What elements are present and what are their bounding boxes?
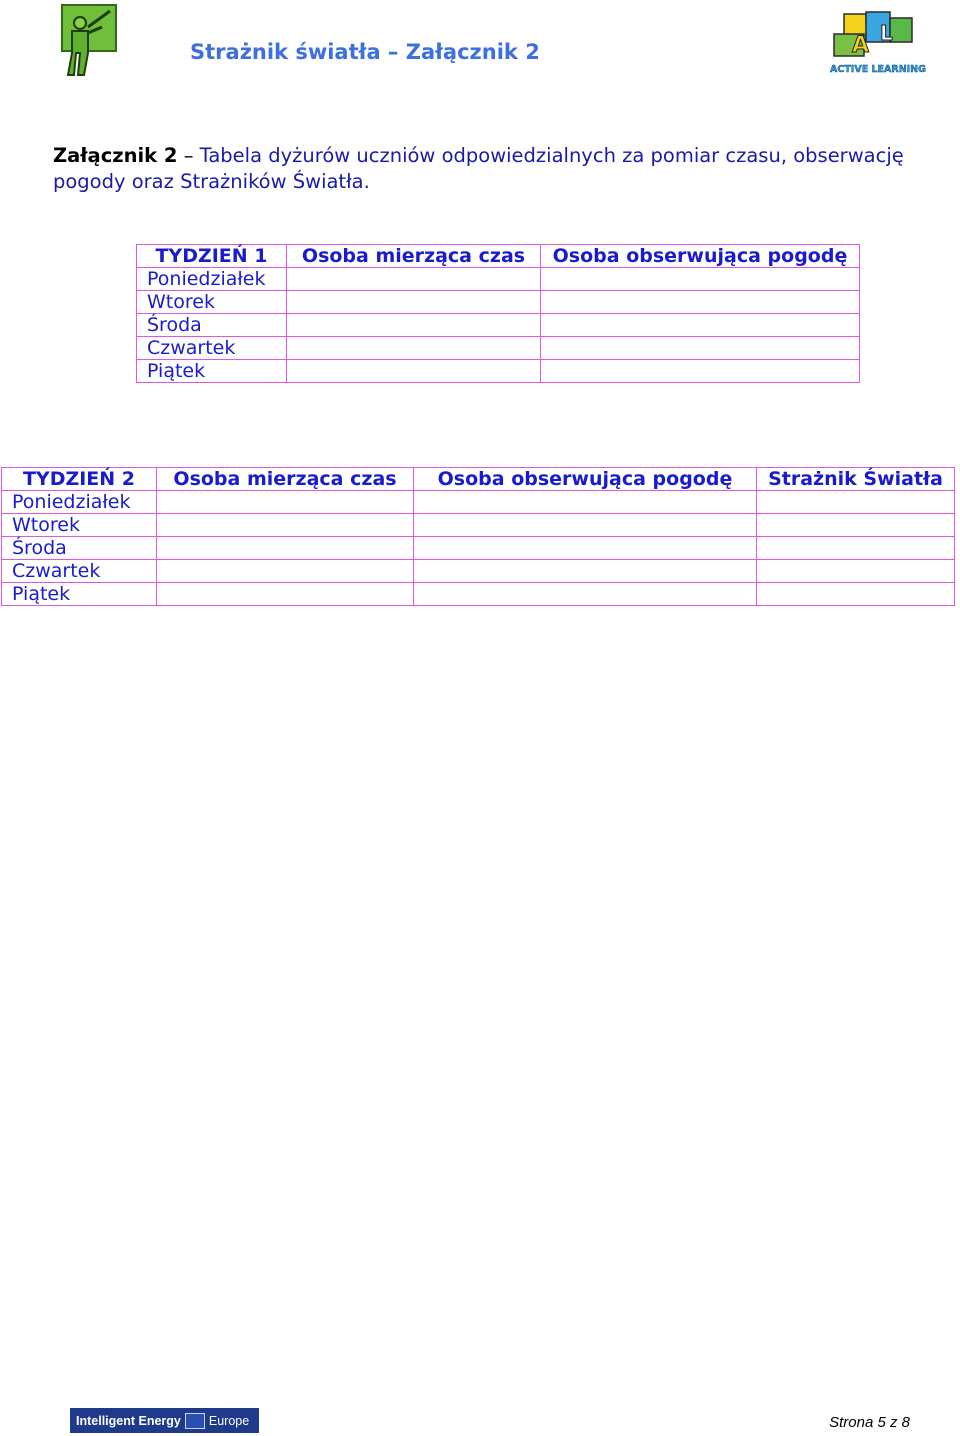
- table-row: [2, 491, 955, 514]
- table-row: [2, 560, 955, 583]
- empty-cell[interactable]: [157, 537, 414, 560]
- footer-logo-left-text: Intelligent Energy: [76, 1413, 181, 1428]
- intro-bold-label: Załącznik 2: [53, 144, 178, 167]
- day-cell: Piątek: [137, 360, 287, 383]
- empty-cell[interactable]: [541, 314, 860, 337]
- empty-cell[interactable]: [287, 337, 541, 360]
- empty-cell[interactable]: [757, 514, 955, 537]
- empty-cell[interactable]: [757, 537, 955, 560]
- table-row: [137, 291, 860, 314]
- table-row: [137, 268, 860, 291]
- empty-cell[interactable]: [541, 360, 860, 383]
- empty-cell[interactable]: [157, 491, 414, 514]
- table-header-cell: Osoba obserwująca pogodę: [414, 468, 757, 491]
- table-row: [137, 314, 860, 337]
- table-row: [137, 337, 860, 360]
- day-cell: Poniedziałek: [2, 491, 157, 514]
- empty-cell[interactable]: [287, 360, 541, 383]
- day-cell: Wtorek: [2, 514, 157, 537]
- empty-cell[interactable]: [414, 537, 757, 560]
- day-cell: Piątek: [2, 583, 157, 606]
- empty-cell[interactable]: [414, 560, 757, 583]
- teacher-logo-icon: [58, 3, 120, 77]
- day-cell: Środa: [2, 537, 157, 560]
- empty-cell[interactable]: [287, 268, 541, 291]
- intro-paragraph: [53, 143, 913, 195]
- empty-cell[interactable]: [414, 514, 757, 537]
- empty-cell[interactable]: [541, 337, 860, 360]
- day-cell: Czwartek: [137, 337, 287, 360]
- table-header-row: [2, 468, 955, 491]
- svg-text:A: A: [852, 33, 870, 58]
- table-header-cell: TYDZIEŃ 2: [2, 468, 157, 491]
- day-cell: Czwartek: [2, 560, 157, 583]
- empty-cell[interactable]: [157, 583, 414, 606]
- empty-cell[interactable]: [541, 291, 860, 314]
- duty-table-week-2: [1, 467, 955, 606]
- empty-cell[interactable]: [287, 291, 541, 314]
- duty-table-week-1: [136, 244, 860, 383]
- table-row: [2, 583, 955, 606]
- day-cell: Wtorek: [137, 291, 287, 314]
- empty-cell[interactable]: [757, 491, 955, 514]
- table-row: [2, 514, 955, 537]
- empty-cell[interactable]: [287, 314, 541, 337]
- svg-text:L: L: [880, 21, 893, 45]
- table-header-cell: Osoba mierząca czas: [287, 245, 541, 268]
- empty-cell[interactable]: [414, 491, 757, 514]
- empty-cell[interactable]: [541, 268, 860, 291]
- active-learning-logo-text: ACTIVE LEARNING: [830, 64, 926, 75]
- intro-dash: –: [183, 144, 194, 167]
- table-header-cell: Strażnik Światła: [757, 468, 955, 491]
- empty-cell[interactable]: [757, 560, 955, 583]
- day-cell: Środa: [137, 314, 287, 337]
- table-header-cell: Osoba mierząca czas: [157, 468, 414, 491]
- table-header-cell: Osoba obserwująca pogodę: [541, 245, 860, 268]
- empty-cell[interactable]: [157, 514, 414, 537]
- intro-text: Tabela dyżurów uczniów odpowiedzialnych za pomiar czasu, obserwację pogody oraz Strażników Światła.: [53, 144, 904, 193]
- table-header-row: [137, 245, 860, 268]
- page-header-title: Strażnik światła – Załącznik 2: [190, 40, 540, 64]
- table-row: [137, 360, 860, 383]
- table-row: [2, 537, 955, 560]
- page-number: Strona 5 z 8: [829, 1414, 910, 1431]
- day-cell: Poniedziałek: [137, 268, 287, 291]
- footer-logo-right-text: Europe: [208, 1413, 250, 1428]
- empty-cell[interactable]: [757, 583, 955, 606]
- eu-flag-icon: [185, 1413, 205, 1429]
- table-header-cell: TYDZIEŃ 1: [137, 245, 287, 268]
- empty-cell[interactable]: [414, 583, 757, 606]
- intelligent-energy-europe-logo: [70, 1408, 259, 1433]
- empty-cell[interactable]: [157, 560, 414, 583]
- active-learning-logo-icon: [826, 4, 928, 78]
